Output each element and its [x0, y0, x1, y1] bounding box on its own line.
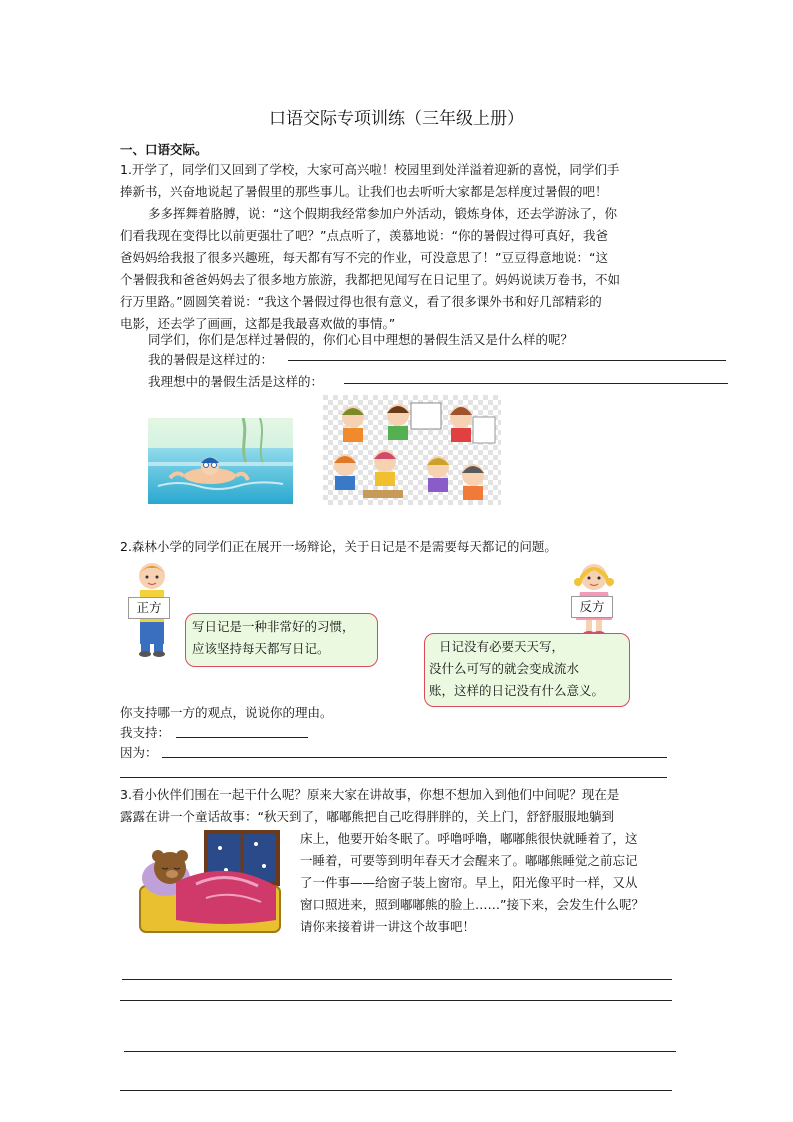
story-answer-line-3[interactable]	[124, 1051, 676, 1052]
q2-question: 你支持哪一方的观点，说说你的理由。	[120, 705, 333, 720]
story-answer-line-2[interactable]	[120, 1000, 672, 1001]
q3-line7: 请你来接着讲一讲这个故事吧！	[300, 919, 476, 934]
q1-intro-line1: 1.开学了，同学们又回到了学校，大家可高兴啦！校园里到处洋溢着迎新的喜悦，同学们手	[120, 162, 620, 177]
q1-story-line6: 电影，还去学了画画，这都是我最喜欢做的事情。”	[120, 316, 396, 331]
kids-drawing-illustration	[323, 395, 501, 505]
q1-story-line2: 们看我现在变得比以前更强壮了吧？”点点听了，羡慕地说：“你的暑假过得可真好，我爸	[120, 228, 608, 243]
q1-story-line4: 个暑假我和爸爸妈妈去了很多地方旅游，我都把见闻写在日记里了。妈妈说读万卷书，不如	[120, 272, 621, 287]
page-title: 口语交际专项训练（三年级上册）	[269, 109, 524, 129]
con-bubble-line2: 没什么可写的就会变成流水	[429, 661, 580, 676]
q1-story-line3: 爸妈妈给我报了很多兴趣班，每天都有写不完的作业，可没意思了！”豆豆得意地说：“这	[120, 250, 608, 265]
con-bubble-line1: 日记没有必要天天写，	[439, 639, 565, 654]
story-answer-line-4[interactable]	[120, 1090, 672, 1091]
answer-line-support[interactable]	[176, 737, 308, 738]
con-sign: 反方	[571, 596, 613, 618]
q3-line4: 一睡着，可要等到明年春天才会醒来了。嘟嘟熊睡觉之前忘记	[300, 853, 638, 868]
q3-line2: 露露在讲一个童话故事：“秋天到了，嘟嘟熊把自己吃得胖胖的，关上门，舒舒服服地躺到	[120, 809, 614, 824]
sleeping-bear-illustration	[136, 828, 284, 938]
q1-story-line1: 多多挥舞着胳膊，说：“这个假期我经常参加户外活动，锻炼身体，还去学游泳了，你	[148, 206, 617, 221]
answer-line-summer[interactable]	[288, 360, 726, 361]
answer-line-reason-2[interactable]	[120, 777, 667, 778]
q3-line3: 床上，他要开始冬眠了。呼噜呼噜，嘟嘟熊很快就睡着了，这	[300, 831, 638, 846]
q3-line1: 3.看小伙伴们围在一起干什么呢？原来大家在讲故事，你想不想加入到他们中间呢？现在是	[120, 787, 620, 802]
q1-question: 同学们，你们是怎样过暑假的，你们心目中理想的暑假生活又是什么样的呢？	[148, 332, 574, 347]
q2-intro: 2.森林小学的同学们正在展开一场辩论，关于日记是不是需要每天都记的问题。	[120, 539, 557, 554]
q3-line5: 了一件事——给窗子装上窗帘。早上，阳光像平时一样，又从	[300, 875, 638, 890]
con-bubble-line3: 账，这样的日记没有什么意义。	[429, 683, 605, 698]
pro-speech-bubble	[185, 613, 378, 667]
q1-story-line5: 行万里路。”圆圆笑着说：“我这个暑假过得也很有意义，看了很多课外书和好几部精彩的	[120, 294, 602, 309]
q1-prompt2: 我理想中的暑假生活是这样的：	[148, 374, 324, 389]
pro-bubble-line2: 应该坚持每天都写日记。	[192, 641, 330, 656]
swimming-illustration	[148, 418, 293, 504]
section-heading: 一、口语交际。	[120, 142, 208, 157]
pro-sign: 正方	[128, 597, 170, 619]
con-speech-bubble	[424, 633, 630, 707]
story-answer-line-1[interactable]	[122, 979, 672, 980]
answer-line-reason[interactable]	[162, 757, 667, 758]
pro-bubble-line1: 写日记是一种非常好的习惯，	[192, 619, 355, 634]
q1-prompt1: 我的暑假是这样过的：	[148, 352, 274, 367]
q1-intro-line2: 捧新书，兴奋地说起了暑假里的那些事儿。让我们也去听听大家都是怎样度过暑假的吧！	[120, 184, 608, 199]
q3-line6: 窗口照进来，照到嘟嘟熊的脸上……”接下来，会发生什么呢？	[300, 897, 644, 912]
reason-label: 因为：	[120, 745, 158, 760]
answer-line-ideal[interactable]	[344, 383, 728, 384]
support-label: 我支持：	[120, 725, 171, 740]
